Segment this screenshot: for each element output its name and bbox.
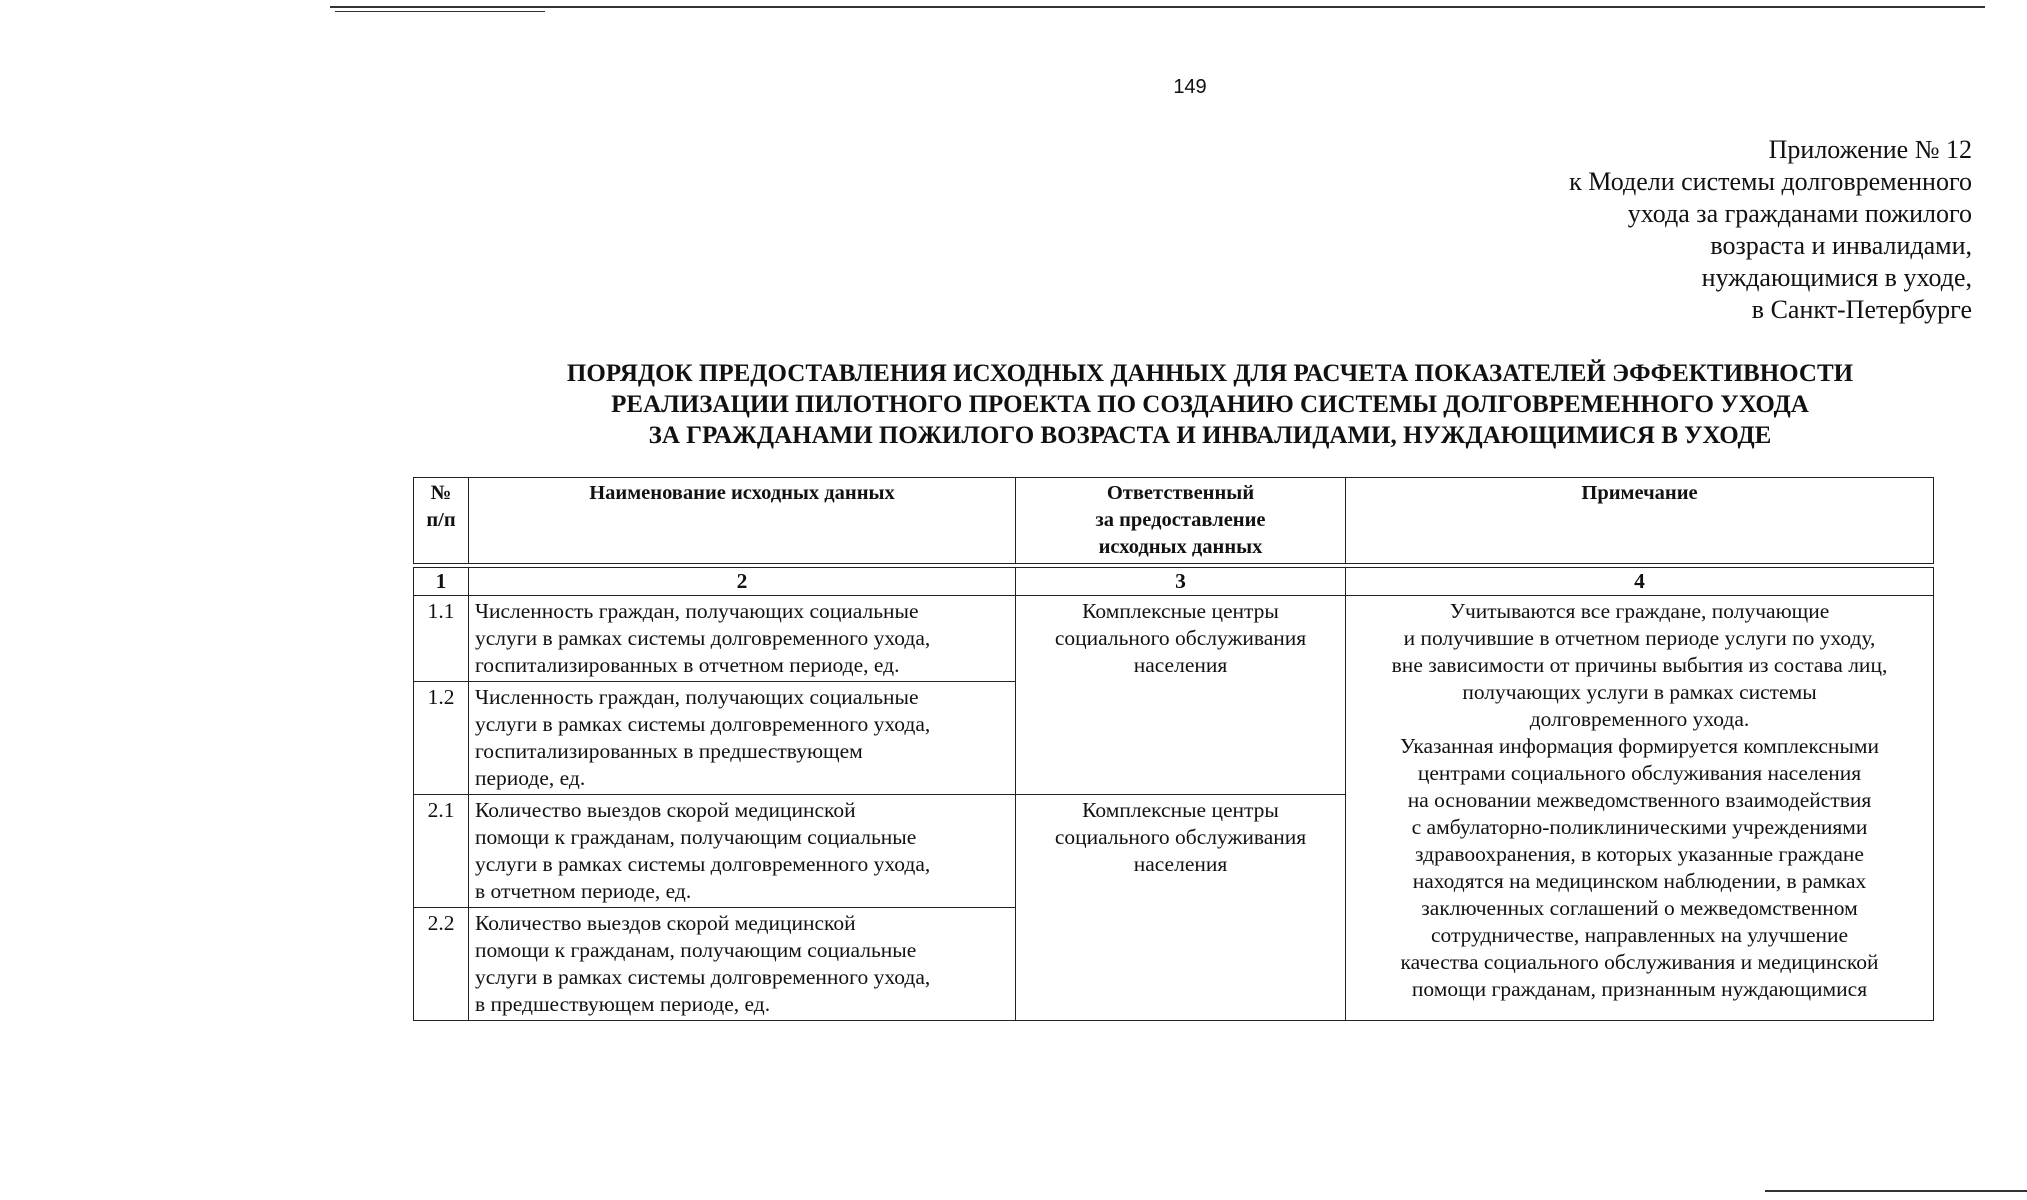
row-number: 2.1	[414, 795, 469, 908]
row-name: Количество выездов скорой медицинской помощи к гражданам, получающим социальные услуги в рамках системы долговременного ухода, в отчетном периоде, ед.	[469, 795, 1016, 908]
title-line: ПОРЯДОК ПРЕДОСТАВЛЕНИЯ ИСХОДНЫХ ДАННЫХ ДЛЯ РАСЧЕТА ПОКАЗАТЕЛЕЙ ЭФФЕКТИВНОСТИ	[566, 360, 1854, 387]
header-name: Наименование исходных данных	[469, 478, 1016, 564]
header-note: Примечание	[1346, 478, 1934, 564]
column-number: 4	[1346, 568, 1934, 596]
top-rule	[330, 6, 1985, 8]
row-responsible: Комплексные центры социального обслуживания населения	[1016, 795, 1346, 1021]
document-title	[400, 358, 2020, 451]
title-line: ЗА ГРАЖДАНАМИ ПОЖИЛОГО ВОЗРАСТА И ИНВАЛИДАМИ, НУЖДАЮЩИМИСЯ В УХОДЕ	[648, 422, 1772, 449]
table-row	[414, 596, 1934, 682]
row-name: Количество выездов скорой медицинской помощи к гражданам, получающим социальные услуги в рамках системы долговременного ухода, в предшествующем периоде, ед.	[469, 908, 1016, 1021]
appendix-line: в Санкт-Петербурге	[1751, 295, 1972, 324]
column-number: 2	[469, 568, 1016, 596]
column-number-row	[414, 568, 1934, 596]
appendix-line: к Модели системы долговременного	[1569, 167, 1972, 196]
row-number: 1.1	[414, 596, 469, 682]
data-table	[413, 477, 1934, 1021]
appendix-block	[1372, 134, 1972, 326]
appendix-line: Приложение № 12	[1768, 135, 1972, 164]
page-number: 149	[1173, 76, 1207, 98]
row-note: Учитываются все граждане, получающие и получившие в отчетном периоде услуги по уходу, вне зависимости от причины выбытия из состава лиц, получающих услуги в рамках системы долговременного ухода. Указанная информация формируется комплексными центрами социального обслуживания населения на основании межведомственного взаимодействия с амбулаторно-поликлиническими учреждениями здравоохранения, в которых указанные граждане находятся на медицинском наблюдении, в рамках заключенных соглашений о межведомственном сотрудничестве, направленных на улучшение качества социального обслуживания и медицинской помощи гражданам, признанным нуждающимися	[1346, 596, 1934, 1021]
table-header-row	[414, 478, 1934, 564]
appendix-line: ухода за гражданами пожилого	[1627, 199, 1972, 228]
top-rule-short	[335, 11, 545, 12]
row-number: 1.2	[414, 682, 469, 795]
row-name: Численность граждан, получающих социальные услуги в рамках системы долговременного ухода, госпитализированных в предшествующем периоде, ед.	[469, 682, 1016, 795]
column-number: 1	[414, 568, 469, 596]
appendix-line: возраста и инвалидами,	[1710, 231, 1972, 260]
header-responsible: Ответственный за предоставление исходных данных	[1016, 478, 1346, 564]
row-name: Численность граждан, получающих социальные услуги в рамках системы долговременного ухода, госпитализированных в отчетном периоде, ед.	[469, 596, 1016, 682]
appendix-line: нуждающимися в уходе,	[1701, 263, 1972, 292]
title-line: РЕАЛИЗАЦИИ ПИЛОТНОГО ПРОЕКТА ПО СОЗДАНИЮ СИСТЕМЫ ДОЛГОВРЕМЕННОГО УХОДА	[611, 391, 1809, 418]
header-num: № п/п	[414, 478, 469, 564]
column-number: 3	[1016, 568, 1346, 596]
bottom-rule	[1765, 1190, 2027, 1192]
row-number: 2.2	[414, 908, 469, 1021]
row-responsible: Комплексные центры социального обслуживания населения	[1016, 596, 1346, 795]
